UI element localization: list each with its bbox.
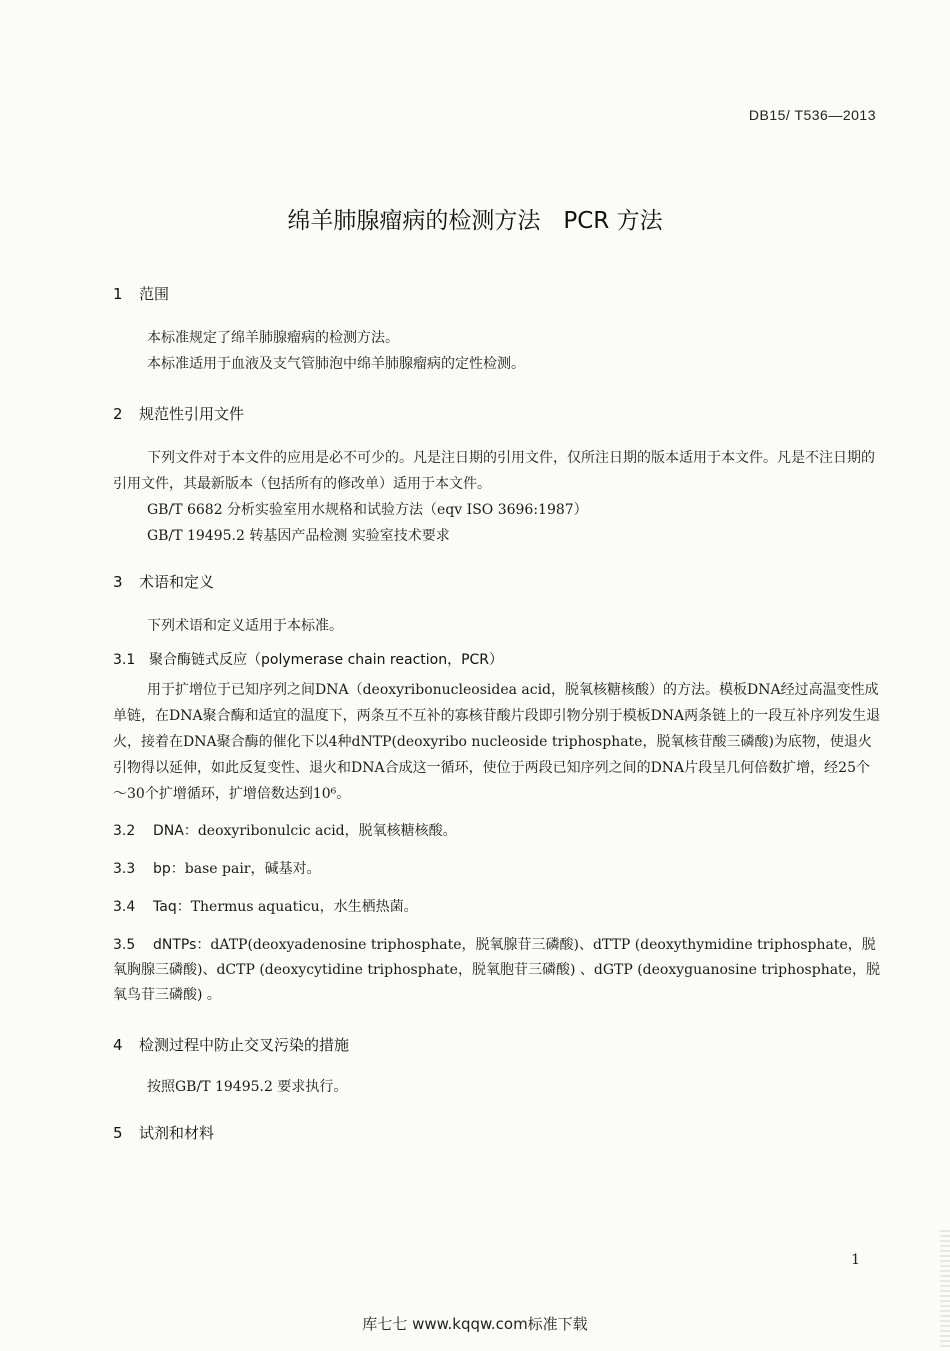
definition-item xyxy=(113,857,883,882)
definition-text: base pair，碱基对。 xyxy=(184,861,321,877)
section-title: 试剂和材料 xyxy=(139,1124,215,1142)
subsection-3-1-heading xyxy=(113,649,883,671)
section-4-text: 按照GB/T 19495.2 要求执行。 xyxy=(147,1079,348,1095)
standard-code: DB15/ T536—2013 xyxy=(748,107,876,123)
definition-term: Taq： xyxy=(153,899,191,915)
section-number: 4 xyxy=(113,1036,123,1054)
section-number: 3 xyxy=(113,573,123,591)
subsection-title: 聚合酶链式反应（polymerase chain reaction，PCR） xyxy=(149,652,504,668)
section-title: 检测过程中防止交叉污染的措施 xyxy=(139,1036,350,1054)
section-number: 5 xyxy=(113,1124,123,1142)
definition-text: Thermus aquaticu，水生栖热菌。 xyxy=(190,899,418,915)
section-3-intro: 下列术语和定义适用于本标准。 xyxy=(147,618,343,634)
definition-item xyxy=(113,819,883,844)
definition-item xyxy=(113,933,883,1008)
section-2-heading xyxy=(113,403,883,425)
pcr-definition: 用于扩增位于已知序列之间DNA（deoxyribonucleosidea acid，脱氧核糖核酸）的方法。模板DNA经过高温变性成单链，在DNA聚合酶和适宜的温度下，两条互不互补的寡核苷酸片段即引物分别于模板DNA两条链上的一段互补序列发生退火，接着在DNA聚合酶的催化下以4种dNTP(deoxyribo nucleoside triphosphate，脱氧核苷酸三磷酸)为底物，使退火引物得以延伸，如此反复变性、退火和DNA合成这一循环，使位于两段已知序列之间的DNA片段呈几何倍数扩增，经25个～30个扩增循环，扩增倍数达到10⁶。 xyxy=(113,682,881,802)
definition-number: 3.5 xyxy=(113,937,136,953)
section-number: 1 xyxy=(113,285,123,303)
section-title: 规范性引用文件 xyxy=(139,405,245,423)
section-4-heading xyxy=(113,1034,883,1056)
definition-number: 3.4 xyxy=(113,899,136,915)
scan-edge-artifact xyxy=(940,1230,950,1350)
definition-text: dATP(deoxyadenosine triphosphate，脱氧腺苷三磷酸)、dTTP (deoxythymidine triphosphate，脱氧胸腺三磷酸)、dCTP (deoxycytidine triphosphate，脱氧胞苷三磷酸) 、dGTP (deoxyguanosine triphosphate，脱氧鸟苷三磷酸) 。 xyxy=(113,937,880,1003)
section-2-intro: 下列文件对于本文件的应用是必不可少的。凡是注日期的引用文件，仅所注日期的版本适用于本文件。凡是不注日期的引用文件，其最新版本（包括所有的修改单）适用于本文件。 xyxy=(113,450,875,492)
footer-watermark: 库七七 www.kqqw.com标准下载 xyxy=(362,1315,588,1333)
definition-item xyxy=(113,895,883,920)
definition-text: deoxyribonulcic acid，脱氧核糖核酸。 xyxy=(197,823,457,839)
document-body xyxy=(113,283,883,1144)
definition-term: dNTPs： xyxy=(153,937,211,953)
definition-term: bp： xyxy=(153,861,185,877)
section-1-line-2: 本标准适用于血液及支气管肺泡中绵羊肺腺瘤病的定性检测。 xyxy=(147,356,525,372)
definition-number: 3.3 xyxy=(113,861,136,877)
section-number: 2 xyxy=(113,405,123,423)
normative-reference: GB/T 19495.2 转基因产品检测 实验室技术要求 xyxy=(147,528,450,544)
section-1-line-1: 本标准规定了绵羊肺腺瘤病的检测方法。 xyxy=(147,330,399,346)
subsection-number: 3.1 xyxy=(113,652,136,668)
section-1-heading xyxy=(113,283,883,305)
normative-reference: GB/T 6682 分析实验室用水规格和试验方法（eqv ISO 3696:1987） xyxy=(147,502,588,518)
document-title: 绵羊肺腺瘤病的检测方法 PCR 方法 xyxy=(287,208,663,234)
section-title: 范围 xyxy=(139,285,170,303)
page-number: 1 xyxy=(851,1252,860,1268)
section-5-heading xyxy=(113,1122,883,1144)
section-title: 术语和定义 xyxy=(139,573,215,591)
section-3-heading xyxy=(113,571,883,593)
definition-term: DNA： xyxy=(153,823,198,839)
definition-number: 3.2 xyxy=(113,823,136,839)
